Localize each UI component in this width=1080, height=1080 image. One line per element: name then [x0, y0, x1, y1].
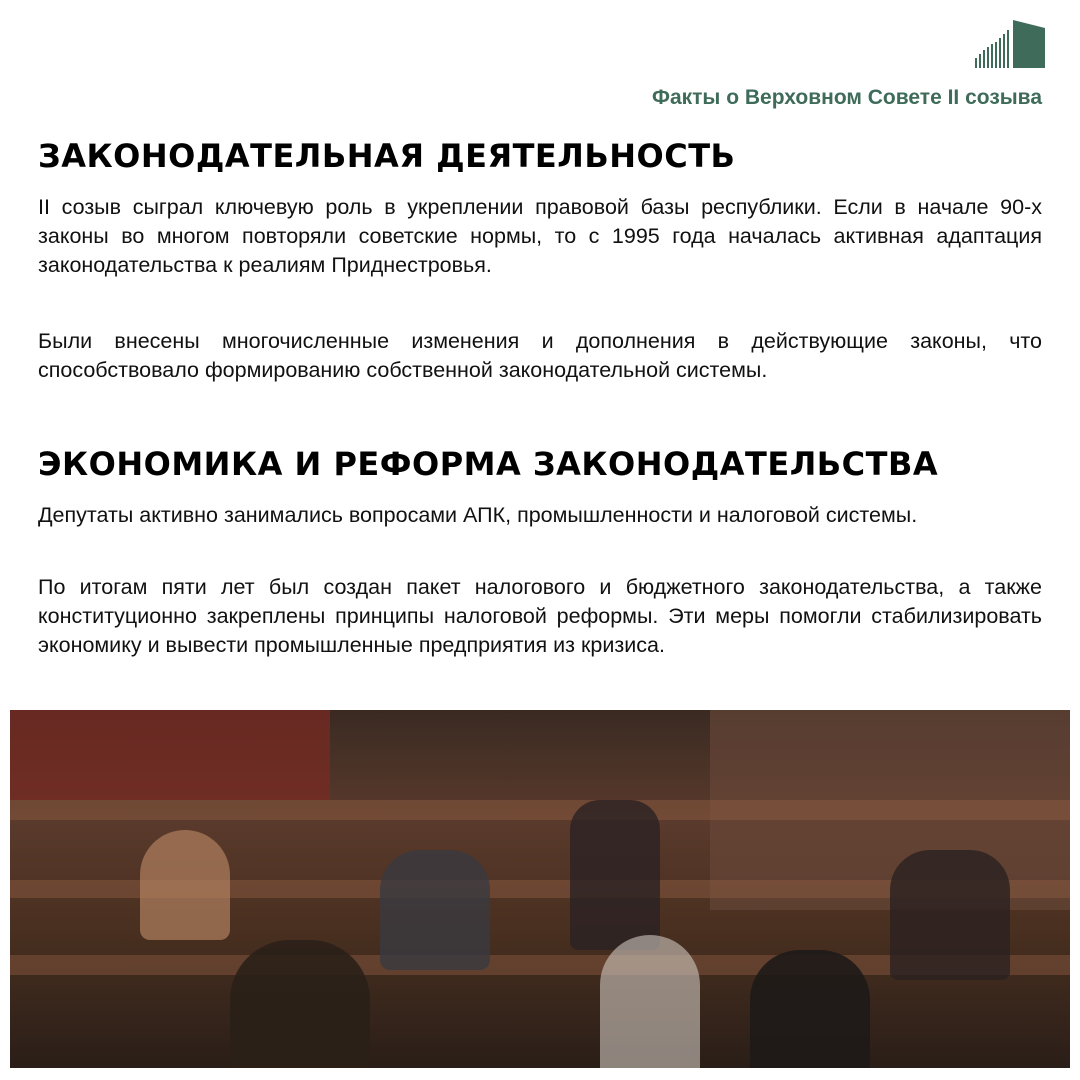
- series-subtitle: Факты о Верховном Совете II созыва: [652, 86, 1042, 109]
- parliament-session-photo: [10, 710, 1070, 1068]
- section-title-economy: ЭКОНОМИКА И РЕФОРМА ЗАКОНОДАТЕЛЬСТВА: [38, 445, 939, 483]
- paragraph: Депутаты активно занимались вопросами АПК, промышленности и налоговой системы.: [38, 503, 918, 527]
- section-title-legislative: ЗАКОНОДАТЕЛЬНАЯ ДЕЯТЕЛЬНОСТЬ: [38, 137, 736, 175]
- paragraph: Были внесены многочисленные изменения и дополнения в действующие законы, что способствовало формированию собственной законодательной системы.: [38, 329, 1042, 382]
- paragraph: II созыв сыграл ключевую роль в укреплении правовой базы республики. Если в начале 90-х законы во многом повторяли советские нормы, то с 1995 года началась активная адаптация законодательства к реалиям Приднестровья.: [38, 195, 1042, 277]
- parliament-logo-icon: [975, 20, 1045, 70]
- paragraph: По итогам пяти лет был создан пакет налогового и бюджетного законодательства, а также конституционно закреплены принципы налоговой реформы. Эти меры помогли стабилизировать экономику и вывести промышленные предприятия из кризиса.: [38, 575, 1042, 657]
